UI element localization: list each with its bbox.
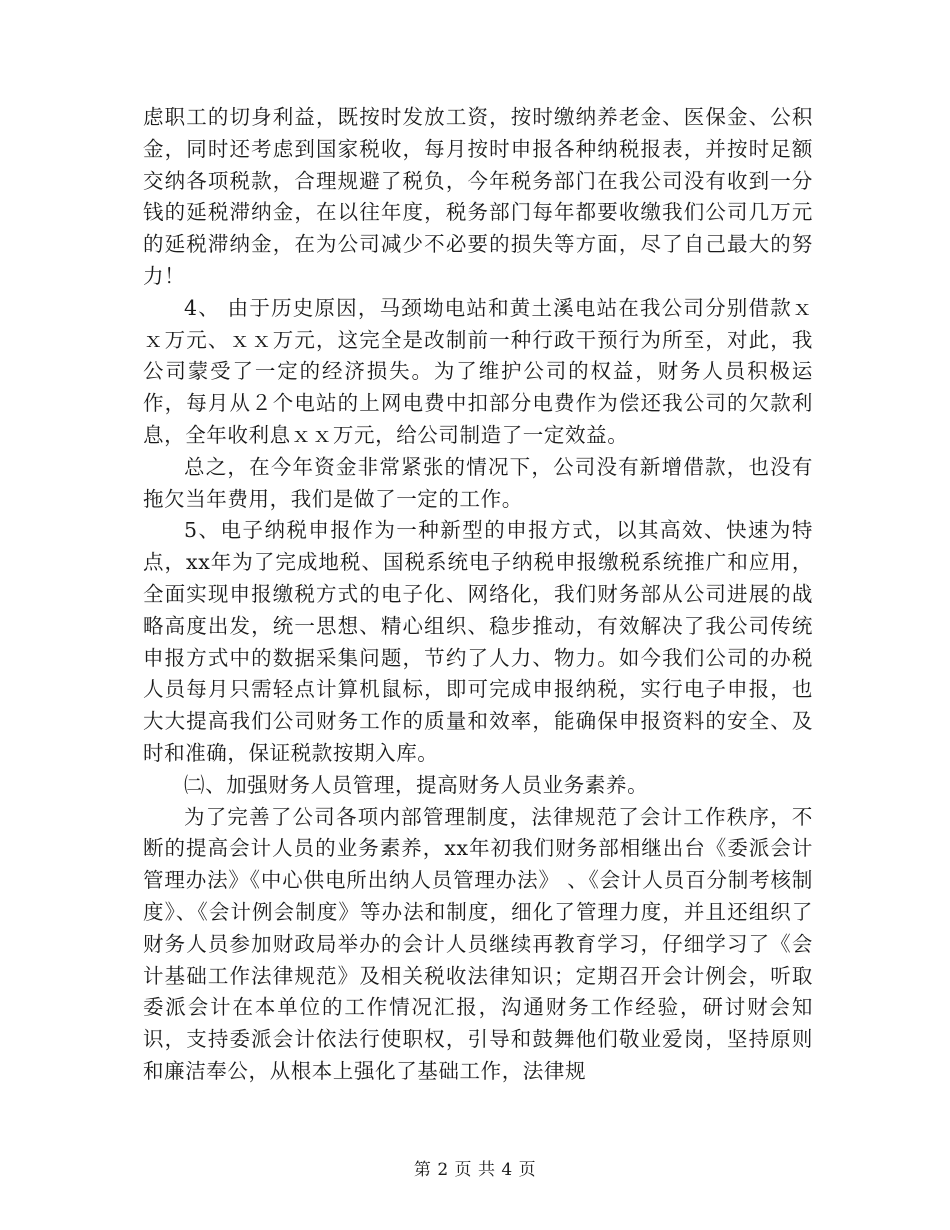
paragraph-item-4: 4、 由于历史原因，马颈坳电站和黄土溪电站在我公司分别借款ｘｘ万元、ｘｘ万元，这完全是改制前一种行政干预行为所至，对此，我公司蒙受了一定的经济损失。为了维护公司的权益，财务人员积极运作，每月从２个电站的上网电费中扣部分电费作为偿还我公司的欠款利息，全年收利息ｘｘ万元，给公司制造了一定效益。 [143, 295, 813, 447]
paragraph-continuation: 虑职工的切身利益，既按时发放工资，按时缴纳养老金、医保金、公积金，同时还考虑到国家税收，每月按时申报各种纳税报表，并按时足额交纳各项税款，合理规避了税负，今年税务部门在我公司没有收到一分钱的延税滞纳金，在以往年度，税务部门每年都要收缴我们公司几万元的延税滞纳金，在为公司减少不必要的损失等方面，尽了自己最大的努力！ [143, 105, 813, 288]
section-heading-2: ㈡、加强财务人员管理，提高财务人员业务素养。 [184, 772, 649, 797]
page-footer: 第 2 页 共 4 页 [413, 1160, 537, 1180]
document-body [143, 102, 813, 1088]
paragraph-staff-management: 为了完善了公司各项内部管理制度，法律规范了会计工作秩序，不断的提高会计人员的业务素养，xx年初我们财务部相继出台《委派会计管理办法》《中心供电所出纳人员管理办法》 、《会计人员百分制考核制度》、《会计例会制度》等办法和制度，细化了管理力度，并且还组织了财务人员参加财政局举办的会计人员继续再教育学习，仔细学习了《会计基础工作法律规范》及相关税收法律知识；定期召开会计例会，听取委派会计在本单位的工作情况汇报，沟通财务工作经验，研讨财会知识，支持委派会计依法行使职权，引导和鼓舞他们敬业爱岗，坚持原则和廉洁奉公，从根本上强化了基础工作，法律规 [143, 804, 813, 1083]
paragraph-item-5: 5、电子纳税申报作为一种新型的申报方式，以其高效、快速为特点，xx年为了完成地税、国税系统电子纳税申报缴税系统推广和应用，全面实现申报缴税方式的电子化、网络化，我们财务部从公司进展的战略高度出发，统一思想、精心组织、稳步推动，有效解决了我公司传统申报方式中的数据采集问题，节约了人力、物力。如今我们公司的办税人员每月只需轻点计算机鼠标，即可完成申报纳税，实行电子申报，也大大提高我们公司财务工作的质量和效率，能确保申报资料的安全、及时和准确，保证税款按期入库。 [143, 518, 813, 765]
paragraph-summary: 总之，在今年资金非常紧张的情况下，公司没有新增借款，也没有拖欠当年费用，我们是做了一定的工作。 [143, 454, 813, 511]
